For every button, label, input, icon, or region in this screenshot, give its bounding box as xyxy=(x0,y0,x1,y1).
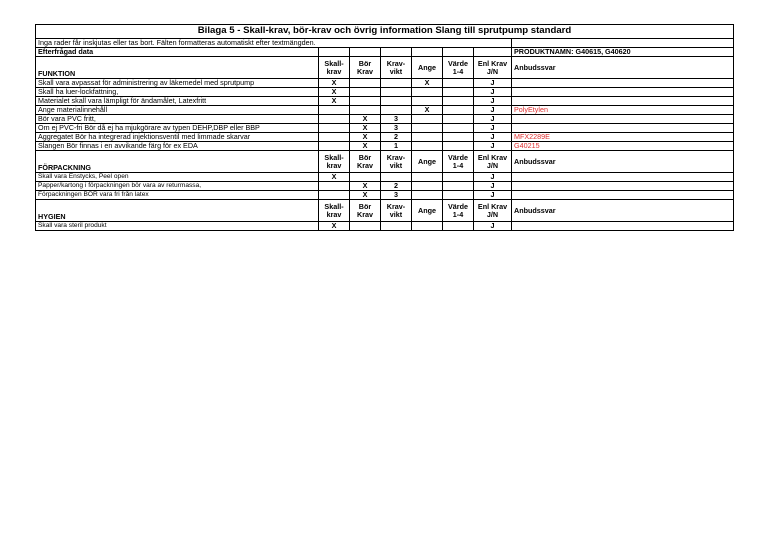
varde-cell[interactable] xyxy=(443,133,474,142)
table-row xyxy=(36,88,734,97)
anbudssvar-cell[interactable]: PolyEtylen xyxy=(512,106,734,115)
col-varde-bottom: 1-4 xyxy=(452,66,464,76)
requirement-text: Skall vara Enstycks, Peel open xyxy=(36,173,319,182)
col-enl-krav-top: Enl Krav xyxy=(477,152,508,162)
col-enl-krav-top: Enl Krav xyxy=(477,58,508,68)
bor-cell[interactable]: X xyxy=(350,142,381,151)
section-header xyxy=(36,200,734,222)
ange-cell[interactable] xyxy=(412,133,443,142)
col-enl-krav-top: Enl Krav xyxy=(477,201,508,211)
col-enl-krav xyxy=(474,57,512,79)
col-krav-vikt-bottom: vikt xyxy=(389,209,403,219)
col-anbudssvar: Anbudssvar xyxy=(512,57,734,79)
table-row xyxy=(36,173,734,182)
col-krav-vikt-top: Krav- xyxy=(386,58,406,68)
blank-cell[interactable] xyxy=(319,48,350,57)
ange-cell[interactable]: X xyxy=(412,106,443,115)
anbudssvar-cell[interactable] xyxy=(512,79,734,88)
col-skall-krav-top: Skall- xyxy=(324,58,344,68)
blank-cell[interactable] xyxy=(350,48,381,57)
anbudssvar-cell[interactable] xyxy=(512,97,734,106)
col-bor-krav xyxy=(350,151,381,173)
jn-cell[interactable]: J xyxy=(474,124,512,133)
table-row xyxy=(36,106,734,115)
bor-cell[interactable]: X xyxy=(350,115,381,124)
jn-cell[interactable]: J xyxy=(474,191,512,200)
col-krav-vikt-top: Krav- xyxy=(386,152,406,162)
varde-cell[interactable] xyxy=(443,191,474,200)
requirement-text: Slangen Bör finnas i en avvikande färg för ex EDA xyxy=(36,142,319,151)
col-enl-krav-bottom: J/N xyxy=(486,209,499,219)
skall-cell[interactable]: X xyxy=(319,222,350,231)
vikt-cell[interactable]: 2 xyxy=(381,182,412,191)
col-ange: Ange xyxy=(412,57,443,79)
varde-cell[interactable] xyxy=(443,142,474,151)
skall-cell[interactable] xyxy=(319,142,350,151)
col-bor-krav-top: Bör xyxy=(358,152,372,162)
col-krav-vikt-top: Krav- xyxy=(386,201,406,211)
jn-cell[interactable]: J xyxy=(474,222,512,231)
jn-cell[interactable]: J xyxy=(474,97,512,106)
vikt-cell[interactable] xyxy=(381,222,412,231)
product-name: PRODUKTNAMN: G40615, G40620 xyxy=(512,48,734,57)
requirement-text: Skall vara steril produkt xyxy=(36,222,319,231)
col-bor-krav xyxy=(350,57,381,79)
col-anbudssvar: Anbudssvar xyxy=(512,200,734,222)
bor-cell[interactable] xyxy=(350,79,381,88)
col-skall-krav-top: Skall- xyxy=(324,201,344,211)
ange-cell[interactable] xyxy=(412,173,443,182)
col-varde-bottom: 1-4 xyxy=(452,209,464,219)
bor-cell[interactable]: X xyxy=(350,191,381,200)
skall-cell[interactable]: X xyxy=(319,79,350,88)
skall-cell[interactable] xyxy=(319,124,350,133)
table-row xyxy=(36,124,734,133)
col-ange: Ange xyxy=(412,151,443,173)
requested-data-label: Efterfrågad data xyxy=(36,48,319,57)
skall-cell[interactable]: X xyxy=(319,88,350,97)
jn-cell[interactable]: J xyxy=(474,182,512,191)
section-header xyxy=(36,57,734,79)
varde-cell[interactable] xyxy=(443,79,474,88)
vikt-cell[interactable] xyxy=(381,173,412,182)
ange-cell[interactable] xyxy=(412,124,443,133)
requirement-text: Papper/kartong i förpackningen bör vara av returmassa, xyxy=(36,182,319,191)
requirement-text: Skall vara avpassat för administrering av läkemedel med sprutpump xyxy=(36,79,319,88)
skall-cell[interactable]: X xyxy=(319,97,350,106)
vikt-cell[interactable]: 3 xyxy=(381,115,412,124)
col-bor-krav-bottom: Krav xyxy=(357,209,373,219)
blank-cell[interactable] xyxy=(381,48,412,57)
col-enl-krav-bottom: J/N xyxy=(486,66,499,76)
table-row xyxy=(36,222,734,231)
varde-cell[interactable] xyxy=(443,173,474,182)
vikt-cell[interactable]: 1 xyxy=(381,142,412,151)
notice-blank-cell[interactable] xyxy=(512,39,734,48)
anbudssvar-cell[interactable] xyxy=(512,182,734,191)
varde-cell[interactable] xyxy=(443,97,474,106)
jn-cell[interactable]: J xyxy=(474,88,512,97)
jn-cell[interactable]: J xyxy=(474,173,512,182)
col-enl-krav-bottom: J/N xyxy=(486,160,499,170)
col-skall-krav-top: Skall- xyxy=(324,152,344,162)
col-skall-krav-bottom: krav xyxy=(326,66,342,76)
bor-cell[interactable] xyxy=(350,173,381,182)
ange-cell[interactable] xyxy=(412,191,443,200)
bor-cell[interactable]: X xyxy=(350,133,381,142)
blank-cell[interactable] xyxy=(412,48,443,57)
table-row xyxy=(36,79,734,88)
anbudssvar-cell[interactable] xyxy=(512,124,734,133)
bor-cell[interactable]: X xyxy=(350,124,381,133)
anbudssvar-cell[interactable]: G40215 xyxy=(512,142,734,151)
vikt-cell[interactable] xyxy=(381,106,412,115)
col-skall-krav xyxy=(319,151,350,173)
notice-text: Inga rader får inskjutas eller tas bort. Fälten formatteras automatiskt efter textmängden. xyxy=(36,39,512,48)
bor-cell[interactable] xyxy=(350,222,381,231)
vikt-cell[interactable] xyxy=(381,79,412,88)
bor-cell[interactable]: X xyxy=(350,182,381,191)
requirement-text: Skall ha luer-lockfattning, xyxy=(36,88,319,97)
col-krav-vikt-bottom: vikt xyxy=(389,160,403,170)
col-varde-bottom: 1-4 xyxy=(452,160,464,170)
col-ange: Ange xyxy=(412,200,443,222)
bor-cell[interactable] xyxy=(350,106,381,115)
col-varde xyxy=(443,151,474,173)
anbudssvar-cell[interactable] xyxy=(512,173,734,182)
vikt-cell[interactable] xyxy=(381,97,412,106)
jn-cell[interactable]: J xyxy=(474,133,512,142)
blank-cell[interactable] xyxy=(474,48,512,57)
requirement-text: Materialet skall vara lämpligt för ändamålet, Latexfritt xyxy=(36,97,319,106)
col-skall-krav xyxy=(319,200,350,222)
ange-cell[interactable] xyxy=(412,142,443,151)
col-varde xyxy=(443,200,474,222)
page-title: Bilaga 5 - Skall-krav, bör-krav och övrig information Slang till sprutpump standard xyxy=(36,25,734,39)
skall-cell[interactable] xyxy=(319,106,350,115)
varde-cell[interactable] xyxy=(443,124,474,133)
col-bor-krav-bottom: Krav xyxy=(357,160,373,170)
table-row xyxy=(36,182,734,191)
skall-cell[interactable] xyxy=(319,191,350,200)
vikt-cell[interactable]: 3 xyxy=(381,124,412,133)
ange-cell[interactable] xyxy=(412,88,443,97)
ange-cell[interactable] xyxy=(412,182,443,191)
vikt-cell[interactable]: 3 xyxy=(381,191,412,200)
requirement-text: Ange materialinnehåll xyxy=(36,106,319,115)
vikt-cell[interactable]: 2 xyxy=(381,133,412,142)
table-row xyxy=(36,115,734,124)
skall-cell[interactable]: X xyxy=(319,173,350,182)
col-skall-krav xyxy=(319,57,350,79)
col-enl-krav xyxy=(474,200,512,222)
varde-cell[interactable] xyxy=(443,222,474,231)
col-skall-krav-bottom: krav xyxy=(326,209,342,219)
jn-cell[interactable]: J xyxy=(474,115,512,124)
bor-cell[interactable] xyxy=(350,88,381,97)
spreadsheet xyxy=(35,24,733,231)
skall-cell[interactable] xyxy=(319,115,350,124)
section-label: FÖRPACKNING xyxy=(36,151,319,173)
varde-cell[interactable] xyxy=(443,115,474,124)
varde-cell[interactable] xyxy=(443,106,474,115)
requirement-text: Förpackningen BÖR vara fri från latex xyxy=(36,191,319,200)
col-varde-top: Värde xyxy=(448,201,468,211)
col-anbudssvar: Anbudssvar xyxy=(512,151,734,173)
requirement-text: Aggregatet Bör ha integrerad injektionsventil med limmade skarvar xyxy=(36,133,319,142)
anbudssvar-cell[interactable]: MFX2289E xyxy=(512,133,734,142)
col-bor-krav-top: Bör xyxy=(358,201,372,211)
col-varde-top: Värde xyxy=(448,58,468,68)
bor-cell[interactable] xyxy=(350,97,381,106)
requirement-text: Om ej PVC-fri Bör då ej ha mjukgörare av typen DEHP,DBP eller BBP xyxy=(36,124,319,133)
col-krav-vikt xyxy=(381,200,412,222)
varde-cell[interactable] xyxy=(443,182,474,191)
ange-cell[interactable] xyxy=(412,97,443,106)
col-krav-vikt-bottom: vikt xyxy=(389,66,403,76)
col-bor-krav-bottom: Krav xyxy=(357,66,373,76)
skall-cell[interactable] xyxy=(319,182,350,191)
anbudssvar-cell[interactable] xyxy=(512,222,734,231)
col-bor-krav-top: Bör xyxy=(358,58,372,68)
varde-cell[interactable] xyxy=(443,88,474,97)
requirement-text: Bör vara PVC fritt, xyxy=(36,115,319,124)
col-skall-krav-bottom: krav xyxy=(326,160,342,170)
anbudssvar-cell[interactable] xyxy=(512,191,734,200)
section-label: HYGIEN xyxy=(36,200,319,222)
table-row xyxy=(36,97,734,106)
table-row xyxy=(36,133,734,142)
col-varde-top: Värde xyxy=(448,152,468,162)
col-krav-vikt xyxy=(381,151,412,173)
col-enl-krav xyxy=(474,151,512,173)
blank-cell[interactable] xyxy=(443,48,474,57)
ange-cell[interactable]: X xyxy=(412,79,443,88)
skall-cell[interactable] xyxy=(319,133,350,142)
col-krav-vikt xyxy=(381,57,412,79)
section-label: FUNKTION xyxy=(36,57,319,79)
ange-cell[interactable] xyxy=(412,115,443,124)
vikt-cell[interactable] xyxy=(381,88,412,97)
col-varde xyxy=(443,57,474,79)
section-header xyxy=(36,151,734,173)
jn-cell[interactable]: J xyxy=(474,106,512,115)
requirements-table xyxy=(35,24,734,231)
table-row xyxy=(36,142,734,151)
ange-cell[interactable] xyxy=(412,222,443,231)
jn-cell[interactable]: J xyxy=(474,142,512,151)
table-row xyxy=(36,191,734,200)
anbudssvar-cell[interactable] xyxy=(512,88,734,97)
jn-cell[interactable]: J xyxy=(474,79,512,88)
col-bor-krav xyxy=(350,200,381,222)
anbudssvar-cell[interactable] xyxy=(512,115,734,124)
